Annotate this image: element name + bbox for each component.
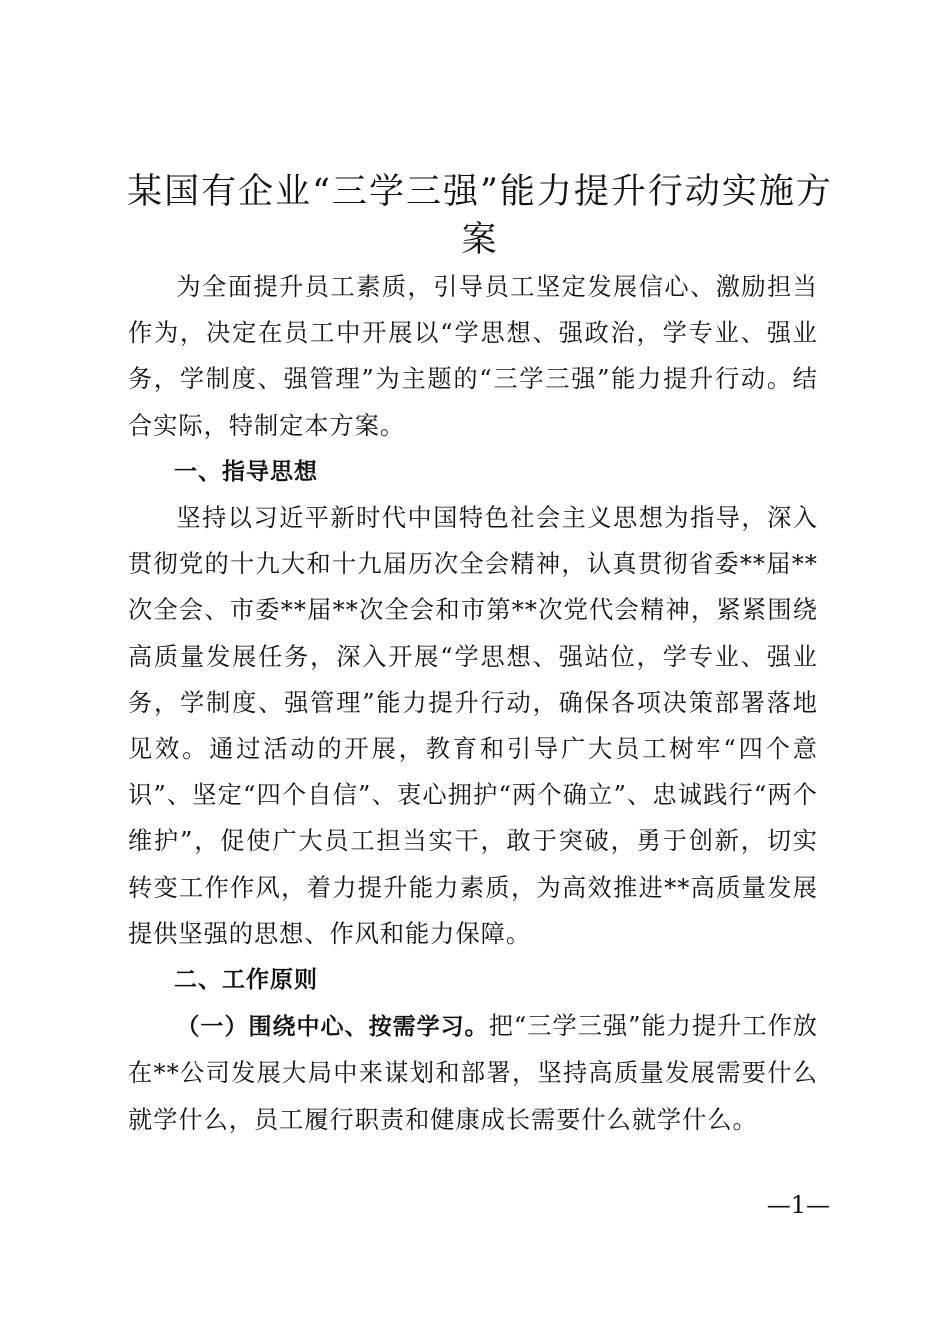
guiding-ideology-paragraph: 坚持以习近平新时代中国特色社会主义思想为指导，深入贯彻党的十九大和十九届历次全会精神，认真贯彻省委**届**次全会、市委**届**次全会和市第**次党代会精神，紧紧围绕高质量发展任务，深入开展“学思想、强站位，学专业、强业务，学制度、强管理”能力提升行动，确保各项决策部署落地见效。通过活动的开展，教育和引导广大员工树牢“四个意识”、坚定“四个自信”、衷心拥护“两个确立”、忠诚践行“两个维护”，促使广大员工担当实干，敢于突破，勇于创新，切实转变工作作风，着力提升能力素质，为高效推进**高质量发展提供坚强的思想、作风和能力保障。 — [128, 504, 818, 948]
principle-item-body: 把“三学三强”能力提升工作放在**公司发展大局中来谋划和部署，坚持高质量发展需要什么就学什么，员工履行职责和健康成长需要什么就学什么。 — [128, 1012, 818, 1134]
document-title: 某国有企业“三学三强”能力提升行动实施方案 — [127, 172, 833, 260]
principle-item-paragraph — [128, 1003, 818, 1143]
section-heading-work-principles: 二、工作原则 — [174, 967, 318, 994]
page-number: —1— — [766, 1191, 830, 1219]
section-heading-guiding-ideology: 一、指导思想 — [174, 458, 318, 485]
principle-item-heading: （一）围绕中心、按需学习。 — [176, 1014, 489, 1041]
intro-paragraph: 为全面提升员工素质，引导员工坚定发展信心、激励担当作为，决定在员工中开展以“学思想、强政治，学专业、强业务，学制度、强管理”为主题的“三学三强”能力提升行动。结合实际，特制定本方案。 — [128, 273, 818, 440]
document-body — [128, 264, 818, 1143]
